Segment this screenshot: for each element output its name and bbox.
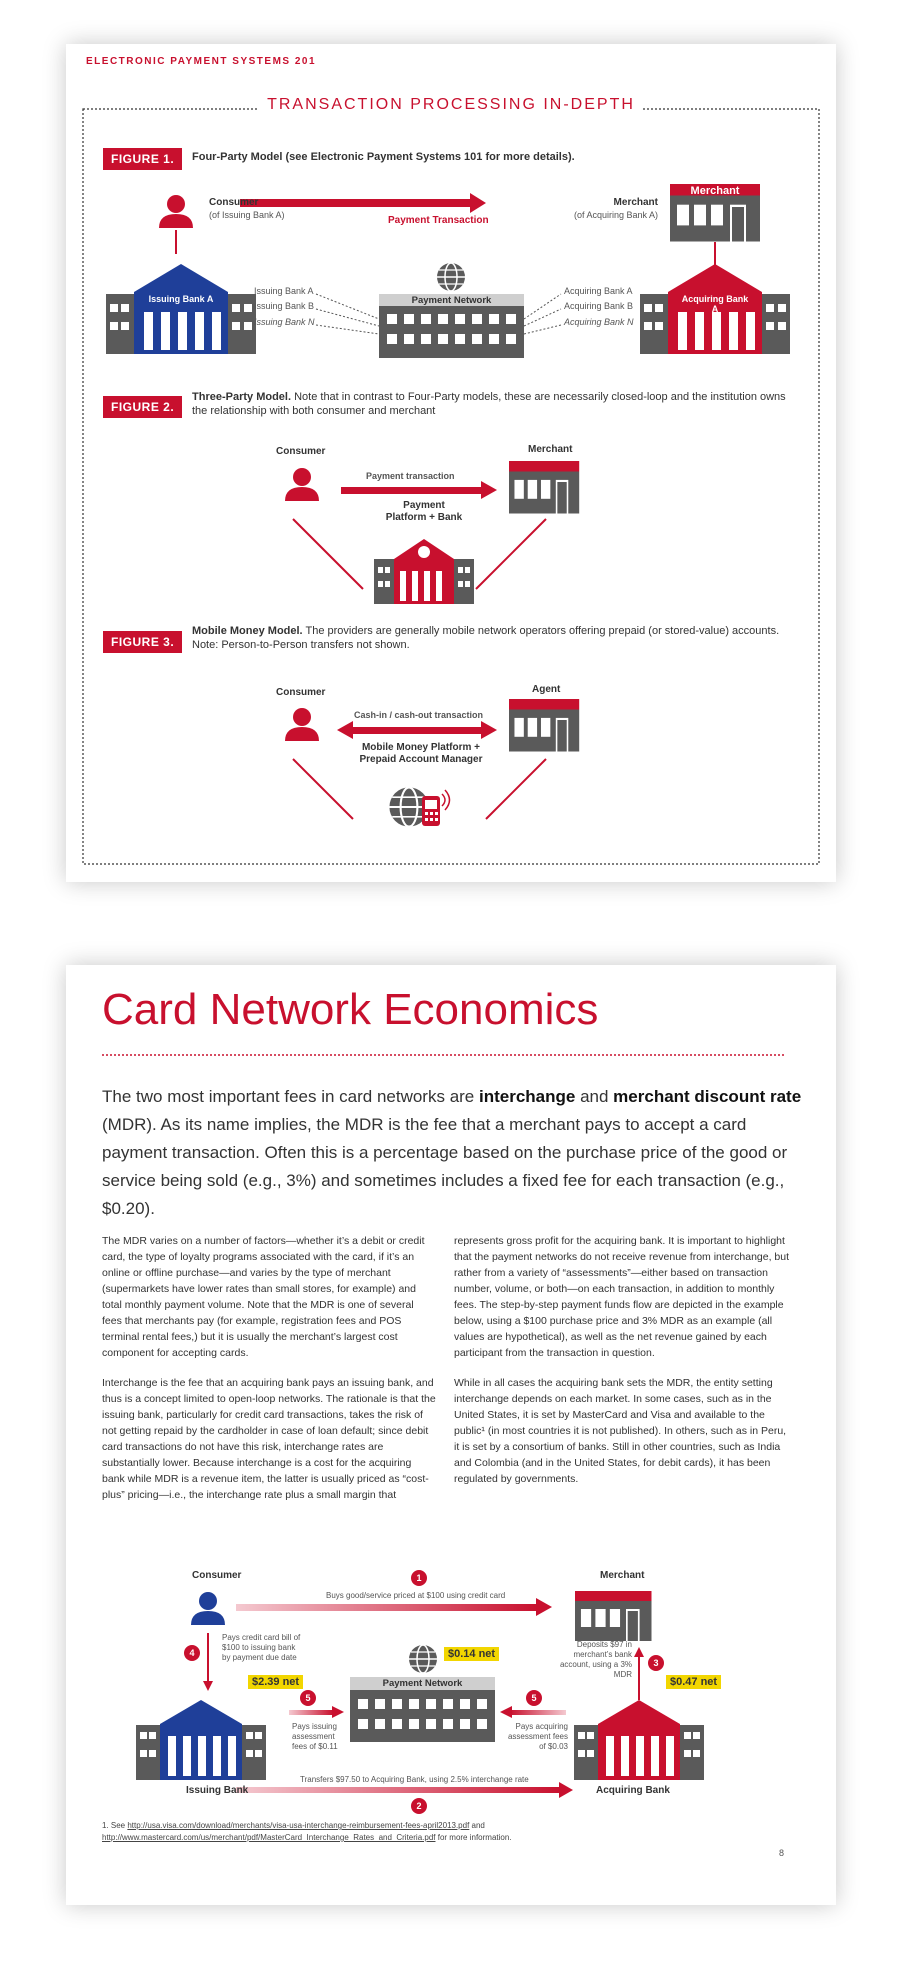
step-5a-label: Pays issuing assessment fees of $0.11 [292, 1722, 338, 1751]
fig2-consumer-label: Consumer [276, 446, 326, 457]
col1-paragraph-2: Interchange is the fee that an acquiring bank pays an issuing bank, and thus is a concept limited to open-loop networks. The rationale is that the issuing bank, particularly for credit card transactions, takes the risk of not getting repaid by the cardholder in case of loan default; since debit card transactions do not have this risk, interchange rates are substantially lower. Because interchange is a cost for the acquiring bank while MDR is a revenue item, the latter is usually priced as “cost-plus” pricing—i.e., the interchange rate plus a small margin that [102, 1377, 436, 1501]
diagram-acquiring-bank-label: Acquiring Bank [596, 1785, 670, 1796]
fig3-label: FIGURE 3. [103, 631, 182, 653]
fig2-platform-label: Payment Platform + Bank [385, 500, 463, 523]
fig1-merchant-label: Merchant [613, 197, 658, 208]
step-5b-badge: 5 [526, 1690, 542, 1706]
fig1-consumer-sub: (of Issuing Bank A) [209, 210, 285, 220]
fig1-consumer-label: Consumer [209, 197, 259, 208]
diagram-issuing-bank-icon [136, 1700, 266, 1780]
fig1-acquiring-bank-label: Acquiring Bank A [681, 294, 749, 314]
fig1-acquiring-item-b: Acquiring Bank B [564, 301, 634, 311]
fig2-caption: Three-Party Model. Note that in contrast to Four-Party models, these are necessarily closed-loop and the institution owns the relationship with both consumer and merchant [192, 391, 786, 417]
footnote-link-mastercard[interactable]: http://www.mastercard.com/us/merchant/pdf/MasterCard_Interchange_Rates_and_Criteria.pdf [102, 1833, 436, 1842]
fig1-caption: Four-Party Model (see Electronic Payment Systems 101 for more details). [192, 151, 575, 163]
fig3-consumer-label: Consumer [276, 687, 326, 698]
fig2-merchant-label: Merchant [528, 444, 573, 455]
section-title: TRANSACTION PROCESSING IN-DEPTH [66, 96, 836, 114]
acquiring-net-badge: $0.47 net [666, 1675, 721, 1689]
fig1-issuing-item-b: Issuing Bank B [254, 301, 315, 311]
step-3-label: Deposits $97 in merchant’s bank account, using a 3% MDR [559, 1640, 632, 1679]
diagram-acquiring-bank-icon [574, 1700, 704, 1780]
fig3-caption: Mobile Money Model. The providers are generally mobile network operators offering prepaid (or stored-value) accounts. Note: Person-to-Person transfers not shown. [192, 625, 780, 651]
fig2-consumer-icon [285, 468, 319, 501]
step-4-badge: 4 [184, 1645, 200, 1661]
diagram-issuing-bank-label: Issuing Bank [186, 1785, 249, 1796]
fig1-merchant-sub: (of Acquiring Bank A) [573, 210, 658, 220]
col2-paragraph-1: represents gross profit for the acquiring bank. It is important to highlight that the payment networks do not receive revenue from interchange, but rather from a variety of “assessments”—either based on transaction number, volume, or both—on each transaction, in addition to monthly fees. The step-by-step payment funds flow are depicted in the example below, using a $100 purchase price and 3% MDR as an example (all values are hypothetical), as well as the net revenue gained by each participant from the transaction in question. [454, 1235, 790, 1359]
step-5a-badge: 5 [300, 1690, 316, 1706]
fig1-payment-transaction-label: Payment Transaction [388, 215, 489, 226]
step-3-badge: 3 [648, 1655, 664, 1671]
fig2-platform-bank-icon [374, 539, 474, 604]
fig1-acquiring-item-n: Acquiring Bank N [564, 317, 634, 327]
diagram-merchant-label: Merchant [600, 1570, 645, 1581]
step-5b-label: Pays acquiring assessment fees of $0.03 [507, 1722, 568, 1751]
col2-paragraph-2: While in all cases the acquiring bank sets the MDR, the entity setting interchange depends on each market. In some cases, such as in the United States, it is set by MasterCard and Visa and available to the public¹ (in most countries it is not published). In others, such as in Peru, it is set by a consortium of banks. Still in other countries, such as India and Colombia (and in the United States, for debit cards), it has been regulated by governments. [454, 1377, 787, 1485]
fig1-issuing-bank-icon [106, 264, 256, 354]
page-2 [66, 965, 836, 1905]
fig1-label: FIGURE 1. [103, 148, 182, 170]
fig1-payment-network-label: Payment Network [411, 295, 492, 306]
fig1-arrow [240, 199, 470, 207]
body-column-1 [102, 1233, 436, 1517]
fig3-agent-label: Agent [532, 684, 561, 695]
step-2-badge: 2 [411, 1798, 427, 1814]
page-number: 8 [778, 1848, 784, 1858]
page-1 [66, 44, 836, 882]
fig1-acquiring-item-a: Acquiring Bank A [564, 286, 633, 296]
fig1-consumer-icon [159, 195, 193, 228]
fig1-issuing-item-a: Issuing Bank A [254, 286, 314, 296]
network-net-badge: $0.14 net [444, 1647, 499, 1661]
step-2-label: Transfers $97.50 to Acquiring Bank, using 2.5% interchange rate [300, 1775, 529, 1784]
issuing-net-badge: $2.39 net [248, 1675, 303, 1689]
step-1-badge: 1 [411, 1570, 427, 1586]
fig3-consumer-icon [285, 708, 319, 741]
diagram-consumer-icon [191, 1592, 225, 1625]
body-column-2 [454, 1233, 794, 1501]
fig3-mobile-phone-icon [422, 790, 450, 826]
fig1-merchant-sign: Merchant [690, 185, 740, 197]
fig1-issuing-bank-label: Issuing Bank A [148, 294, 214, 304]
fig3-transaction-label: Cash-in / cash-out transaction [354, 710, 484, 720]
footnote: 1. See http://usa.visa.com/download/merchants/visa-usa-interchange-reimbursement-fees-april2013.pdf and http://www.mastercard.com/us/merchant/pdf/MasterCard_Interchange_Rates_and_Criteria.pdf for more information. [102, 1821, 512, 1842]
diagram-payment-network-label: Payment Network [382, 1678, 463, 1689]
page-header: ELECTRONIC PAYMENT SYSTEMS 201 [86, 56, 317, 67]
footnote-link-visa[interactable]: http://usa.visa.com/download/merchants/visa-usa-interchange-reimbursement-fees-april2013.pdf [127, 1821, 470, 1830]
fig2-transaction-label: Payment transaction [366, 471, 455, 481]
fig2-merchant-icon [509, 461, 579, 514]
lead-paragraph: The two most important fees in card networks are interchange and merchant discount rate (MDR). As its name implies, the MDR is the fee that a merchant pays to accept a card payment transaction. Often this is a percentage based on the purchase price of the good or service being sold (e.g., 3%) and sometimes includes a fixed fee for each transaction (e.g., $0.20). [102, 1087, 802, 1218]
col1-paragraph-1: The MDR varies on a number of factors—whether it’s a debit or credit card, the type of loyalty programs associated with the card, if it’s an online or offline purchase—and varies by the type of merchant (supermarkets have lower rates than small stores, for example) and total monthly payment volume. Note that the MDR is one of several fees that merchants pay (for example, registration fees and POS terminal rental fees,) but it is usually the merchant’s largest cost component for accepting cards. [102, 1235, 425, 1359]
diagram-merchant-icon [575, 1591, 652, 1641]
step-1-label: Buys good/service priced at $100 using credit card [326, 1591, 506, 1600]
diagram-consumer-label: Consumer [192, 1570, 242, 1581]
fig3-platform-label: Mobile Money Platform + Prepaid Account Manager [359, 742, 483, 765]
page-title: Card Network Economics [102, 985, 599, 1034]
fig2-label: FIGURE 2. [103, 396, 182, 418]
fig1-issuing-item-n: Issuing Bank N [254, 317, 315, 327]
fig3-agent-icon [509, 699, 579, 752]
fig1-network-globe-icon [437, 263, 465, 291]
step-4-label: Pays credit card bill of $100 to issuing bank by payment due date [222, 1633, 301, 1662]
diagram-network-globe-icon [409, 1645, 437, 1673]
